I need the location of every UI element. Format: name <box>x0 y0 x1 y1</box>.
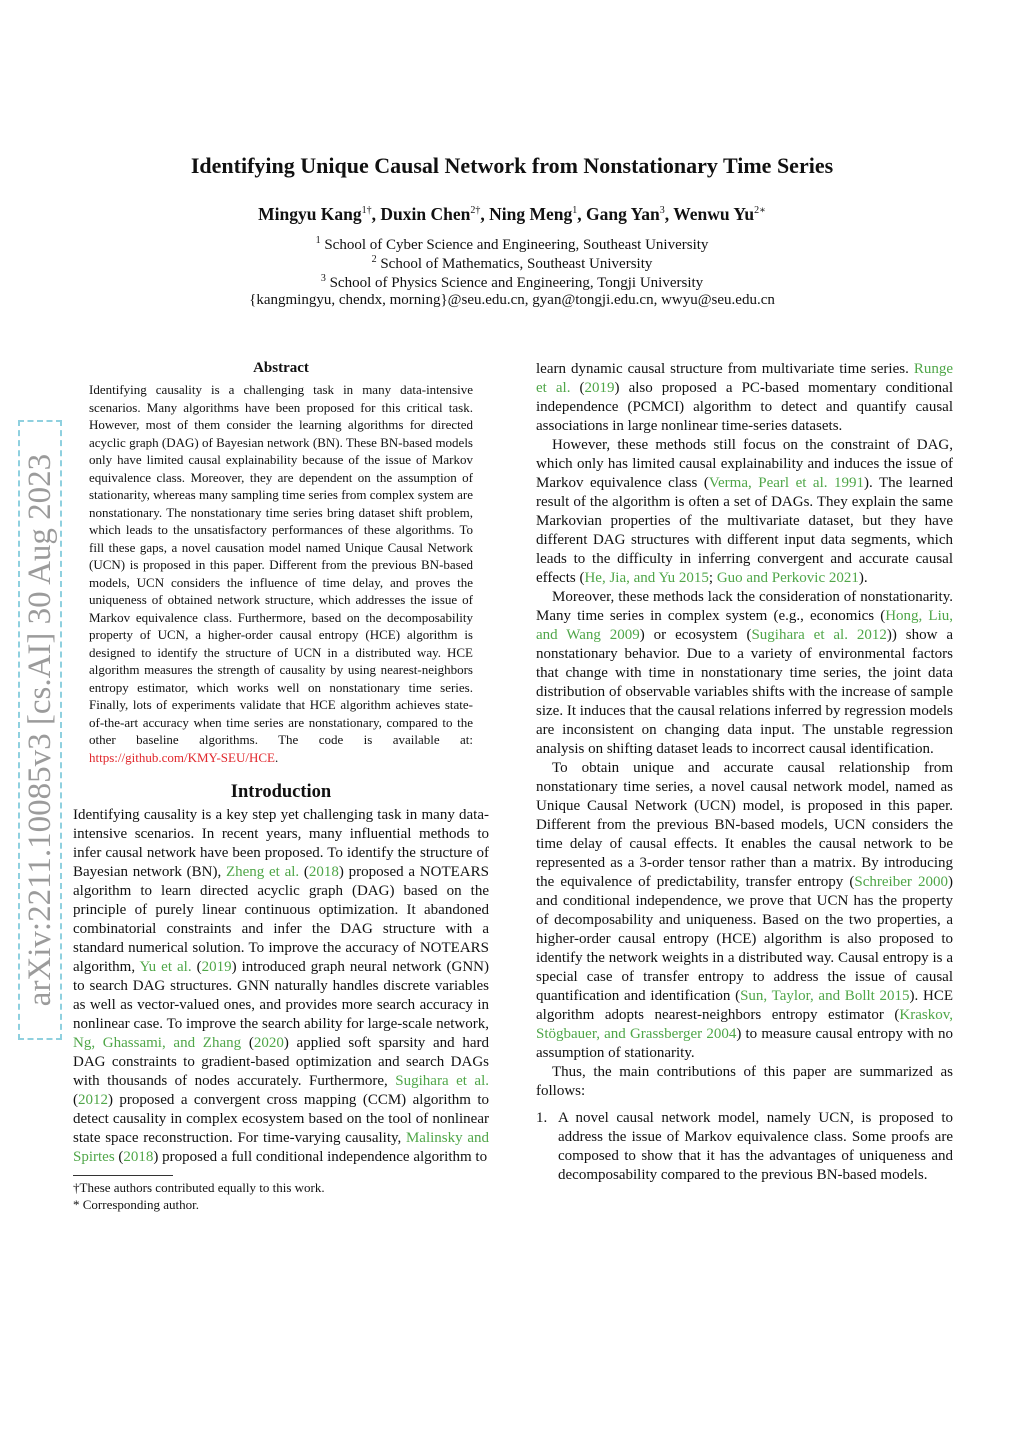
author-name: Ning Meng <box>489 204 573 224</box>
abstract-body: Identifying causality is a challenging task in many data-intensive scenarios. Many algorithms have been proposed for this critical task. However, most of them consider the learning algorithms for directed acyclic graph (DAG) of Bayesian network (BN). These BN-based models only have limited causal explainability because of the issue of Markov equivalence class. Moreover, they are dependent on the assumption of stationarity, whereas many sampling time series from complex system are nonstationary. The nonstationary time series bring dataset shift problem, which leads to the unsatisfactory performances of these algorithms. To fill these gaps, a novel causation model named Unique Causal Network (UCN) is proposed in this paper. Different from the previous BN-based models, UCN considers the influence of time delay, and proves the uniqueness of obtained network structure, which addresses the issue of Markov equivalence class. Furthermore, based on the decomposability property of UCN, a higher-order causal entropy (HCE) algorithm is designed to identify the structure of UCN in a distributed way. HCE algorithm measures the strength of causality by using nearest-neighbors entropy estimator, which works well on nonstationary time series. Finally, lots of experiments validate that HCE algorithm achieves state-of-the-art accuracy when time series are nonstationary, compared to the other baseline algorithms. The code is available at: <box>89 382 473 747</box>
author-name: Gang Yan <box>586 204 660 224</box>
text-span: Moreover, these methods lack the consideration of nonstationarity. Many time series in complex system (e.g., economics ( <box>536 589 953 624</box>
footnote: * Corresponding author. <box>73 1197 200 1212</box>
citation-link[interactable]: Yu et al. <box>139 959 192 975</box>
text-span: ) or ecosystem ( <box>639 627 752 643</box>
abstract-end: . <box>274 749 279 765</box>
citation-link[interactable]: 2018 <box>123 1149 154 1165</box>
left-column <box>73 360 489 1213</box>
text-span: ) proposed a NOTEARS algorithm to learn directed acyclic graph (DAG) based on the principle of purely linear continuous optimization. It abandoned combinatorial constraints and infer the DAG structure with a standard numerical solution. To improve the accuracy of NOTEARS algorithm, <box>73 864 489 975</box>
body-paragraph: Thus, the main contributions of this paper are summarized as follows: <box>536 1064 953 1099</box>
body-paragraph <box>536 436 953 588</box>
affiliation-mark: 1 <box>315 235 321 246</box>
code-link[interactable]: https://github.com/KMY-SEU/HCE <box>89 749 275 765</box>
text-span: ) introduced graph neural network (GNN) to search DAG structures. GNN naturally handles discrete variables as well as vector-valued ones, and provides more search accuracy in nonlinear case. To improve the search ability for large-scale network, <box>73 959 489 1032</box>
text-span: ). The learned result of the algorithm is often a set of DAGs. They explain the same Markovian properties of the multivariate dataset, but they have different DAG structures with different input data segments, which leads to the difficulty in inferring convergent and accurate causal effects ( <box>536 475 953 586</box>
text-span: ( <box>73 1092 78 1108</box>
text-span: ) also proposed a PC-based momentary conditional independence (PCMCI) algorithm to detect and quantify causal associations in large nonlinear time-series datasets. <box>536 380 953 434</box>
citation-link[interactable]: Hong, Liu, and Wang 2009 <box>536 608 953 643</box>
affiliation <box>0 254 1024 273</box>
citation-link[interactable]: Verma, Pearl et al. 1991 <box>708 475 865 491</box>
body-paragraph <box>536 588 953 759</box>
citation-link[interactable]: 2019 <box>584 380 615 396</box>
affiliation-text: School of Cyber Science and Engineering, Southeast University <box>324 237 709 253</box>
paper-title: Identifying Unique Causal Network from Nonstationary Time Series <box>190 153 834 178</box>
affiliation <box>0 235 1024 254</box>
text-span: ; <box>708 570 717 586</box>
text-span: ). <box>858 570 868 586</box>
affiliation <box>0 273 1024 292</box>
abstract-heading: Abstract <box>253 360 309 376</box>
author-name: Duxin Chen <box>380 204 471 224</box>
author-mark: 1 <box>572 205 578 217</box>
author-list <box>0 204 1024 225</box>
text-span: ( <box>299 864 309 880</box>
author-separator: , <box>371 204 381 224</box>
citation-link[interactable]: 2012 <box>78 1092 108 1108</box>
author-mark: 2∗ <box>754 205 766 217</box>
citation-link[interactable]: Kraskov, Stögbauer, and Grassberger 2004 <box>536 1007 953 1042</box>
author-mark: 2† <box>470 205 481 217</box>
affiliation-text: School of Physics Science and Engineering, Tongji University <box>329 275 704 291</box>
emails: {kangmingyu, chendx, morning}@seu.edu.cn, gyan@tongji.edu.cn, wwyu@seu.edu.cn <box>249 292 775 308</box>
author-separator: , <box>577 204 586 224</box>
affiliation-text: School of Mathematics, Southeast University <box>380 256 653 272</box>
affiliation-mark: 2 <box>371 254 377 265</box>
footnote-divider <box>73 1175 173 1176</box>
citation-link[interactable]: He, Jia, and Yu 2015 <box>584 570 709 586</box>
text-span: However, these methods still focus on the constraint of DAG, which only has limited causal explainability and induces the issue of Markov equivalence class ( <box>536 437 953 491</box>
footnote: †These authors contributed equally to this work. <box>73 1180 325 1195</box>
affiliation-mark: 3 <box>320 273 326 284</box>
arxiv-watermark: arXiv:2211.10085v3 [cs.AI] 30 Aug 2023 <box>18 420 62 1040</box>
intro-paragraph <box>73 806 489 1167</box>
citation-link[interactable]: Ng, Ghassami, and Zhang <box>73 1035 242 1051</box>
citation-link[interactable]: Schreiber 2000 <box>854 874 948 890</box>
text-span: ) proposed a convergent cross mapping (CCM) algorithm to detect causality in complex ecosystem based on the tool of nonlinear state space reconstruction. For time-varying causality, <box>73 1092 489 1146</box>
list-item <box>536 1109 953 1185</box>
text-span: ( <box>191 959 202 975</box>
right-column <box>536 360 953 1185</box>
author-separator: , <box>480 204 490 224</box>
text-span: To obtain unique and accurate causal relationship from nonstationary time series, a novel causal network model, named as Unique Causal Network (UCN) model, is proposed in this paper. Different from the previous BN-based models, UCN considers the time delay of causal effects. It enables the causal network to be represented as a 3-order tensor rather than a matrix. By introducing the equivalence of predictability, transfer entropy ( <box>536 760 953 890</box>
citation-link[interactable]: Sun, Taylor, and Bollt 2015 <box>740 988 910 1004</box>
citation-link[interactable]: Runge et al. <box>536 361 953 396</box>
list-text: A novel causal network model, namely UCN, is proposed to address the issue of Markov equivalence class. Some proofs are composed to show that it has the advantages of uniqueness and decomposability compared to the previous BN-based models. <box>558 1110 953 1183</box>
citation-link[interactable]: Guo and Perkovic 2021 <box>716 570 859 586</box>
contribution-list <box>536 1109 953 1185</box>
citation-link[interactable]: Sugihara et al. 2012 <box>751 627 887 643</box>
citation-link[interactable]: Sugihara et al. <box>395 1073 489 1089</box>
introduction-heading: Introduction <box>230 782 332 802</box>
text-span: learn dynamic causal structure from multivariate time series. <box>536 361 914 377</box>
text-span: ( <box>241 1035 254 1051</box>
author-mark: 1† <box>361 205 372 217</box>
citation-link[interactable]: 2018 <box>308 864 339 880</box>
citation-link[interactable]: Zheng et al. <box>225 864 300 880</box>
text-span: ) to measure causal entropy with no assumption of stationarity. <box>536 1026 953 1061</box>
author-name: Mingyu Kang <box>258 204 362 224</box>
text-span: ). HCE algorithm adopts nearest-neighbors entropy estimator ( <box>536 988 954 1023</box>
text-span: )) show a nonstationary behavior. Due to a variety of environmental factors that change with time in nonstationary time series, the joint data distribution of observable variables shifts with the increase of sample size. It induces that the causal relations inferred by regression models are inconsistent on changing data input. The unstable regression analysis on shifting dataset leads to incorrect causal identification. <box>536 627 953 757</box>
abstract-text <box>89 381 473 766</box>
body-paragraph <box>536 759 953 1063</box>
list-number: 1. <box>536 1110 548 1126</box>
text-span: ) proposed a full conditional independence algorithm to <box>153 1149 488 1165</box>
text-span: ) applied soft sparsity and hard DAG constraints to gradient-based optimization and search DAGs with thousands of nodes accurately. Furthermore, <box>73 1035 490 1089</box>
text-span: ( <box>570 380 585 396</box>
citation-link[interactable]: 2019 <box>201 959 232 975</box>
author-name: Wenwu Yu <box>673 204 755 224</box>
citation-link[interactable]: Malinsky and Spirtes <box>73 1130 489 1165</box>
author-separator: , <box>664 204 674 224</box>
author-mark: 3 <box>659 205 665 217</box>
text-span: ( <box>114 1149 124 1165</box>
text-span: ) and conditional independence, we prove that UCN has the property of decomposability and uniqueness. Based on the two properties, a higher-order causal entropy (HCE) algorithm is also proposed to identify the network weights in a distributed way. Causal entropy is a special case of transfer entropy to address the issue of causal quantification and identification ( <box>536 874 953 1004</box>
citation-link[interactable]: 2020 <box>253 1035 284 1051</box>
body-paragraph <box>536 360 953 436</box>
text-span: Identifying causality is a key step yet challenging task in many data-intensive scenarios. In recent years, many influential methods to infer causal network have been proposed. To identify the structure of Bayesian network (BN), <box>73 807 489 880</box>
